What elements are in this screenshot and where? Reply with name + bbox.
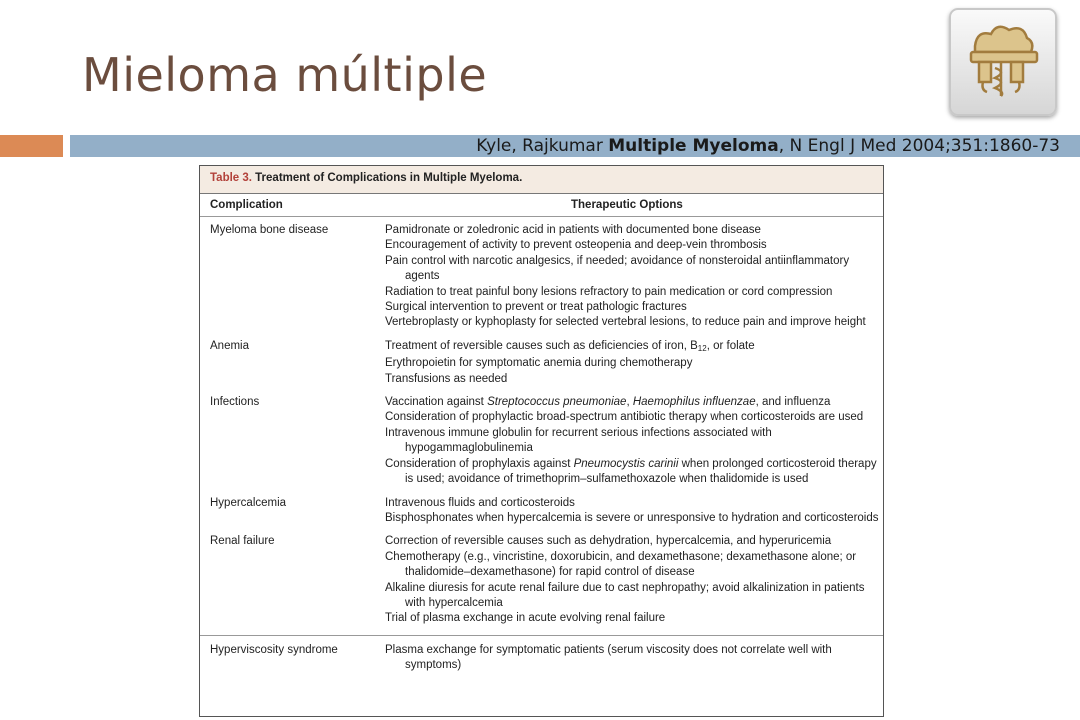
citation-authors: Kyle, Rajkumar	[476, 136, 603, 156]
slide-title: Mieloma múltiple	[82, 48, 488, 102]
options-cell	[385, 395, 879, 487]
table-row	[200, 496, 883, 527]
header-options: Therapeutic Options	[571, 199, 683, 211]
complication-cell: Myeloma bone disease	[210, 224, 329, 236]
accent-bar-orange	[0, 135, 63, 157]
option-item	[385, 339, 879, 356]
table-row	[200, 635, 883, 674]
option-item: Pamidronate or zoledronic acid in patients with documented bone disease	[385, 224, 761, 236]
table-header-row	[200, 194, 883, 217]
option-text: , or folate	[706, 339, 755, 352]
table-label: Table 3.	[210, 172, 252, 184]
citation-article: Multiple Myeloma	[608, 136, 779, 156]
option-item: Plasma exchange for symptomatic patients (serum viscosity does not correlate well with symptoms)	[385, 643, 832, 672]
complication-cell: Anemia	[210, 339, 249, 352]
table-row	[200, 339, 883, 387]
complication-cell: Hyperviscosity syndrome	[210, 643, 338, 656]
option-item: Bisphosphonates when hypercalcemia is severe or unresponsive to hydration and corticosteroids	[385, 511, 879, 524]
option-item: Correction of reversible causes such as dehydration, hypercalcemia, and hyperuricemia	[385, 535, 832, 548]
treatment-table	[199, 165, 884, 717]
option-item	[385, 457, 879, 488]
option-item: Encouragement of activity to prevent osteopenia and deep-vein thrombosis	[385, 239, 767, 252]
table-row	[200, 395, 883, 487]
organism-name: Streptococcus pneumoniae	[487, 396, 627, 409]
options-cell	[385, 223, 879, 331]
options-cell	[385, 534, 879, 626]
medical-staff-icon	[961, 20, 1045, 104]
option-item: Chemotherapy (e.g., vincristine, doxorubicin, and dexamethasone; dexamethasone alone; or thalidomide–dexamethasone) for rapid control of disease	[385, 550, 857, 579]
option-item: Transfusions as needed	[385, 372, 508, 385]
option-text: when prolonged corticosteroid therapy is used; avoidance of trimethoprim–sulfamethoxazole when thalidomide is used	[405, 457, 877, 486]
options-cell	[385, 496, 879, 527]
option-item: Alkaline diuresis for acute renal failure due to cast nephropathy; avoid alkalinization in patients with hypercalcemia	[385, 581, 865, 609]
option-item: Surgical intervention to prevent or treat pathologic fractures	[385, 301, 687, 314]
logo	[949, 8, 1057, 116]
option-item: Trial of plasma exchange in acute evolving renal failure	[385, 612, 666, 625]
option-item	[385, 395, 879, 410]
citation-source: , N Engl J Med 2004;351:1860-73	[778, 136, 1060, 156]
table-body	[200, 217, 883, 674]
citation	[476, 136, 1060, 156]
options-cell	[385, 339, 879, 387]
table-row	[200, 223, 883, 331]
table-row	[200, 534, 883, 626]
option-subscript: 12	[697, 343, 707, 353]
option-item: Vertebroplasty or kyphoplasty for selected vertebral lesions, to reduce pain and improve height	[385, 316, 866, 329]
option-item: Intravenous fluids and corticosteroids	[385, 496, 575, 509]
complication-cell: Renal failure	[210, 535, 275, 548]
options-cell	[385, 643, 879, 674]
header-complication: Complication	[210, 199, 283, 211]
option-item: Radiation to treat painful bony lesions refractory to pain medication or cord compression	[385, 285, 833, 298]
option-text: ,	[626, 396, 633, 409]
table-caption	[200, 166, 883, 194]
option-text: Consideration of prophylaxis against	[385, 457, 574, 470]
option-item: Consideration of prophylactic broad-spectrum antibiotic therapy when corticosteroids are used	[385, 411, 864, 424]
option-item: Erythropoietin for symptomatic anemia during chemotherapy	[385, 357, 693, 370]
option-text: Vaccination against	[385, 396, 488, 409]
option-item: Intravenous immune globulin for recurrent serious infections associated with hypogammaglobulinemia	[385, 426, 772, 455]
complication-cell: Hypercalcemia	[210, 496, 287, 509]
organism-name: Pneumocystis carinii	[573, 457, 679, 470]
organism-name: Haemophilus influenzae	[632, 396, 756, 409]
option-text: Treatment of reversible causes such as deficiencies of iron, B	[385, 339, 698, 352]
option-item: Pain control with narcotic analgesics, if needed; avoidance of nonsteroidal antiinflammatory agents	[385, 254, 850, 283]
option-text: , and influenza	[755, 396, 831, 409]
table-title: Treatment of Complications in Multiple Myeloma.	[255, 172, 523, 184]
complication-cell: Infections	[210, 396, 260, 409]
